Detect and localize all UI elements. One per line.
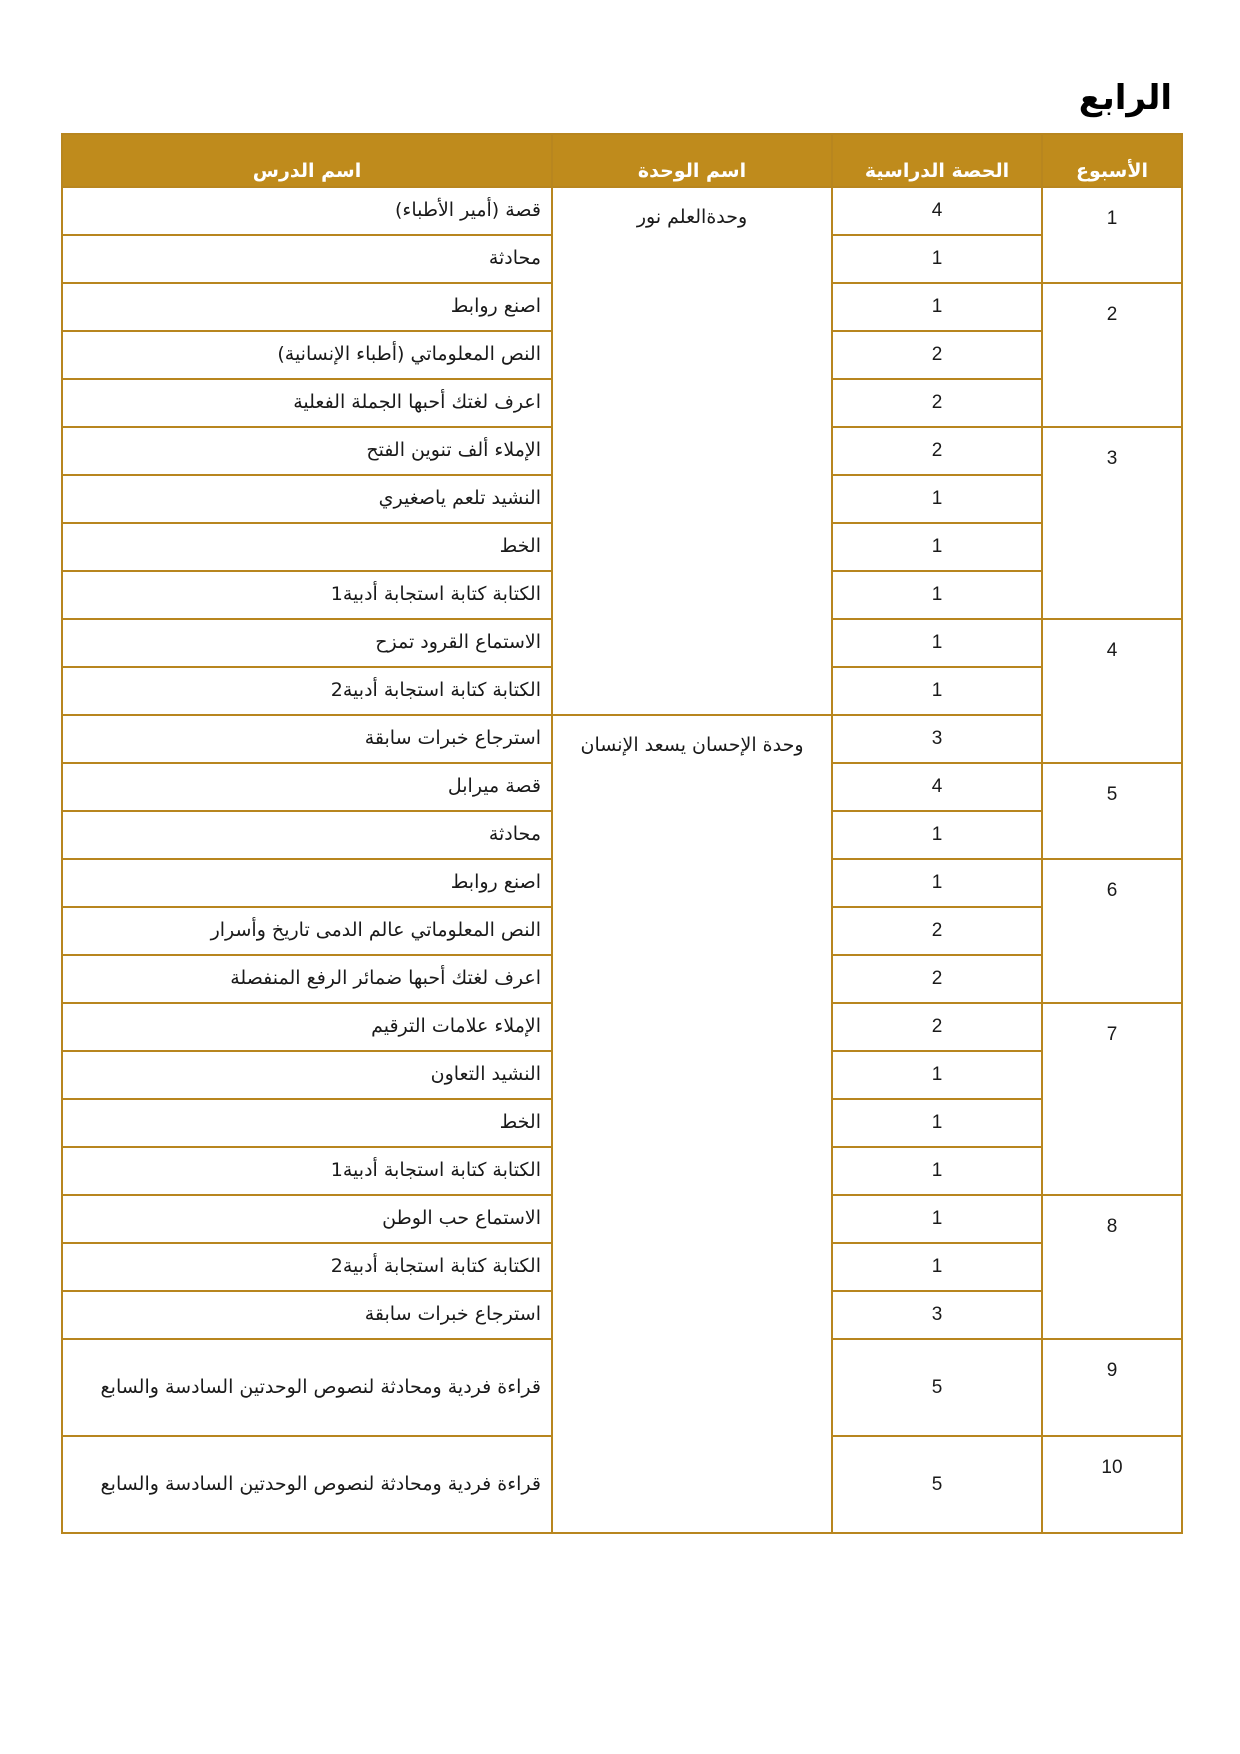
session-cell: 1 bbox=[832, 619, 1042, 667]
lesson-cell: محادثة bbox=[62, 235, 552, 283]
lesson-cell: اعرف لغتك أحبها ضمائر الرفع المنفصلة bbox=[62, 955, 552, 1003]
week-cell: 9 bbox=[1042, 1339, 1182, 1436]
lesson-cell: النشيد التعاون bbox=[62, 1051, 552, 1099]
lesson-cell: الإملاء علامات الترقيم bbox=[62, 1003, 552, 1051]
week-cell: 2 bbox=[1042, 283, 1182, 427]
session-cell: 1 bbox=[832, 571, 1042, 619]
session-cell: 1 bbox=[832, 1147, 1042, 1195]
week-cell: 7 bbox=[1042, 1003, 1182, 1195]
session-cell: 1 bbox=[832, 283, 1042, 331]
lesson-cell: قصة (أمير الأطباء) bbox=[62, 187, 552, 235]
session-cell: 5 bbox=[832, 1436, 1042, 1533]
header-session: الحصة الدراسية bbox=[832, 134, 1042, 187]
lesson-cell: النص المعلوماتي عالم الدمى تاريخ وأسرار bbox=[62, 907, 552, 955]
lesson-cell: الاستماع حب الوطن bbox=[62, 1195, 552, 1243]
week-cell: 3 bbox=[1042, 427, 1182, 619]
lesson-cell: الكتابة كتابة استجابة أدبية1 bbox=[62, 571, 552, 619]
lesson-cell: محادثة bbox=[62, 811, 552, 859]
page-title: الرابع bbox=[1078, 78, 1172, 118]
session-cell: 1 bbox=[832, 1243, 1042, 1291]
table-header-row bbox=[62, 134, 1182, 187]
lesson-cell: النشيد تلعم ياصغيري bbox=[62, 475, 552, 523]
session-cell: 1 bbox=[832, 475, 1042, 523]
header-unit: اسم الوحدة bbox=[552, 134, 832, 187]
session-cell: 1 bbox=[832, 523, 1042, 571]
header-lesson: اسم الدرس bbox=[62, 134, 552, 187]
table-row bbox=[62, 187, 1182, 235]
session-cell: 3 bbox=[832, 1291, 1042, 1339]
week-cell: 6 bbox=[1042, 859, 1182, 1003]
table-row bbox=[62, 715, 1182, 763]
week-cell: 10 bbox=[1042, 1436, 1182, 1533]
lesson-cell: الإملاء ألف تنوين الفتح bbox=[62, 427, 552, 475]
session-cell: 5 bbox=[832, 1339, 1042, 1436]
week-cell: 1 bbox=[1042, 187, 1182, 283]
session-cell: 1 bbox=[832, 667, 1042, 715]
lesson-cell: اصنع روابط bbox=[62, 283, 552, 331]
week-cell: 5 bbox=[1042, 763, 1182, 859]
session-cell: 2 bbox=[832, 1003, 1042, 1051]
session-cell: 2 bbox=[832, 907, 1042, 955]
unit-cell: وحدة الإحسان يسعد الإنسان bbox=[552, 715, 832, 1533]
week-cell: 4 bbox=[1042, 619, 1182, 763]
unit-cell: وحدةالعلم نور bbox=[552, 187, 832, 715]
week-cell: 8 bbox=[1042, 1195, 1182, 1339]
header-week: الأسبوع bbox=[1042, 134, 1182, 187]
lesson-cell: قراءة فردية ومحادثة لنصوص الوحدتين السادسة والسابع bbox=[62, 1339, 552, 1436]
lesson-cell: النص المعلوماتي (أطباء الإنسانية) bbox=[62, 331, 552, 379]
session-cell: 2 bbox=[832, 379, 1042, 427]
session-cell: 1 bbox=[832, 811, 1042, 859]
session-cell: 1 bbox=[832, 235, 1042, 283]
lesson-cell: قصة ميرابل bbox=[62, 763, 552, 811]
session-cell: 2 bbox=[832, 331, 1042, 379]
lesson-cell: الكتابة كتابة استجابة أدبية2 bbox=[62, 1243, 552, 1291]
session-cell: 1 bbox=[832, 1099, 1042, 1147]
lesson-cell: الخط bbox=[62, 1099, 552, 1147]
session-cell: 1 bbox=[832, 859, 1042, 907]
session-cell: 3 bbox=[832, 715, 1042, 763]
curriculum-table bbox=[61, 133, 1183, 1534]
session-cell: 1 bbox=[832, 1051, 1042, 1099]
lesson-cell: الاستماع القرود تمزح bbox=[62, 619, 552, 667]
lesson-cell: قراءة فردية ومحادثة لنصوص الوحدتين السادسة والسابع bbox=[62, 1436, 552, 1533]
session-cell: 4 bbox=[832, 187, 1042, 235]
lesson-cell: استرجاع خبرات سابقة bbox=[62, 1291, 552, 1339]
session-cell: 1 bbox=[832, 1195, 1042, 1243]
lesson-cell: استرجاع خبرات سابقة bbox=[62, 715, 552, 763]
session-cell: 4 bbox=[832, 763, 1042, 811]
lesson-cell: الكتابة كتابة استجابة أدبية2 bbox=[62, 667, 552, 715]
session-cell: 2 bbox=[832, 427, 1042, 475]
lesson-cell: الخط bbox=[62, 523, 552, 571]
lesson-cell: اصنع روابط bbox=[62, 859, 552, 907]
session-cell: 2 bbox=[832, 955, 1042, 1003]
lesson-cell: اعرف لغتك أحبها الجملة الفعلية bbox=[62, 379, 552, 427]
lesson-cell: الكتابة كتابة استجابة أدبية1 bbox=[62, 1147, 552, 1195]
